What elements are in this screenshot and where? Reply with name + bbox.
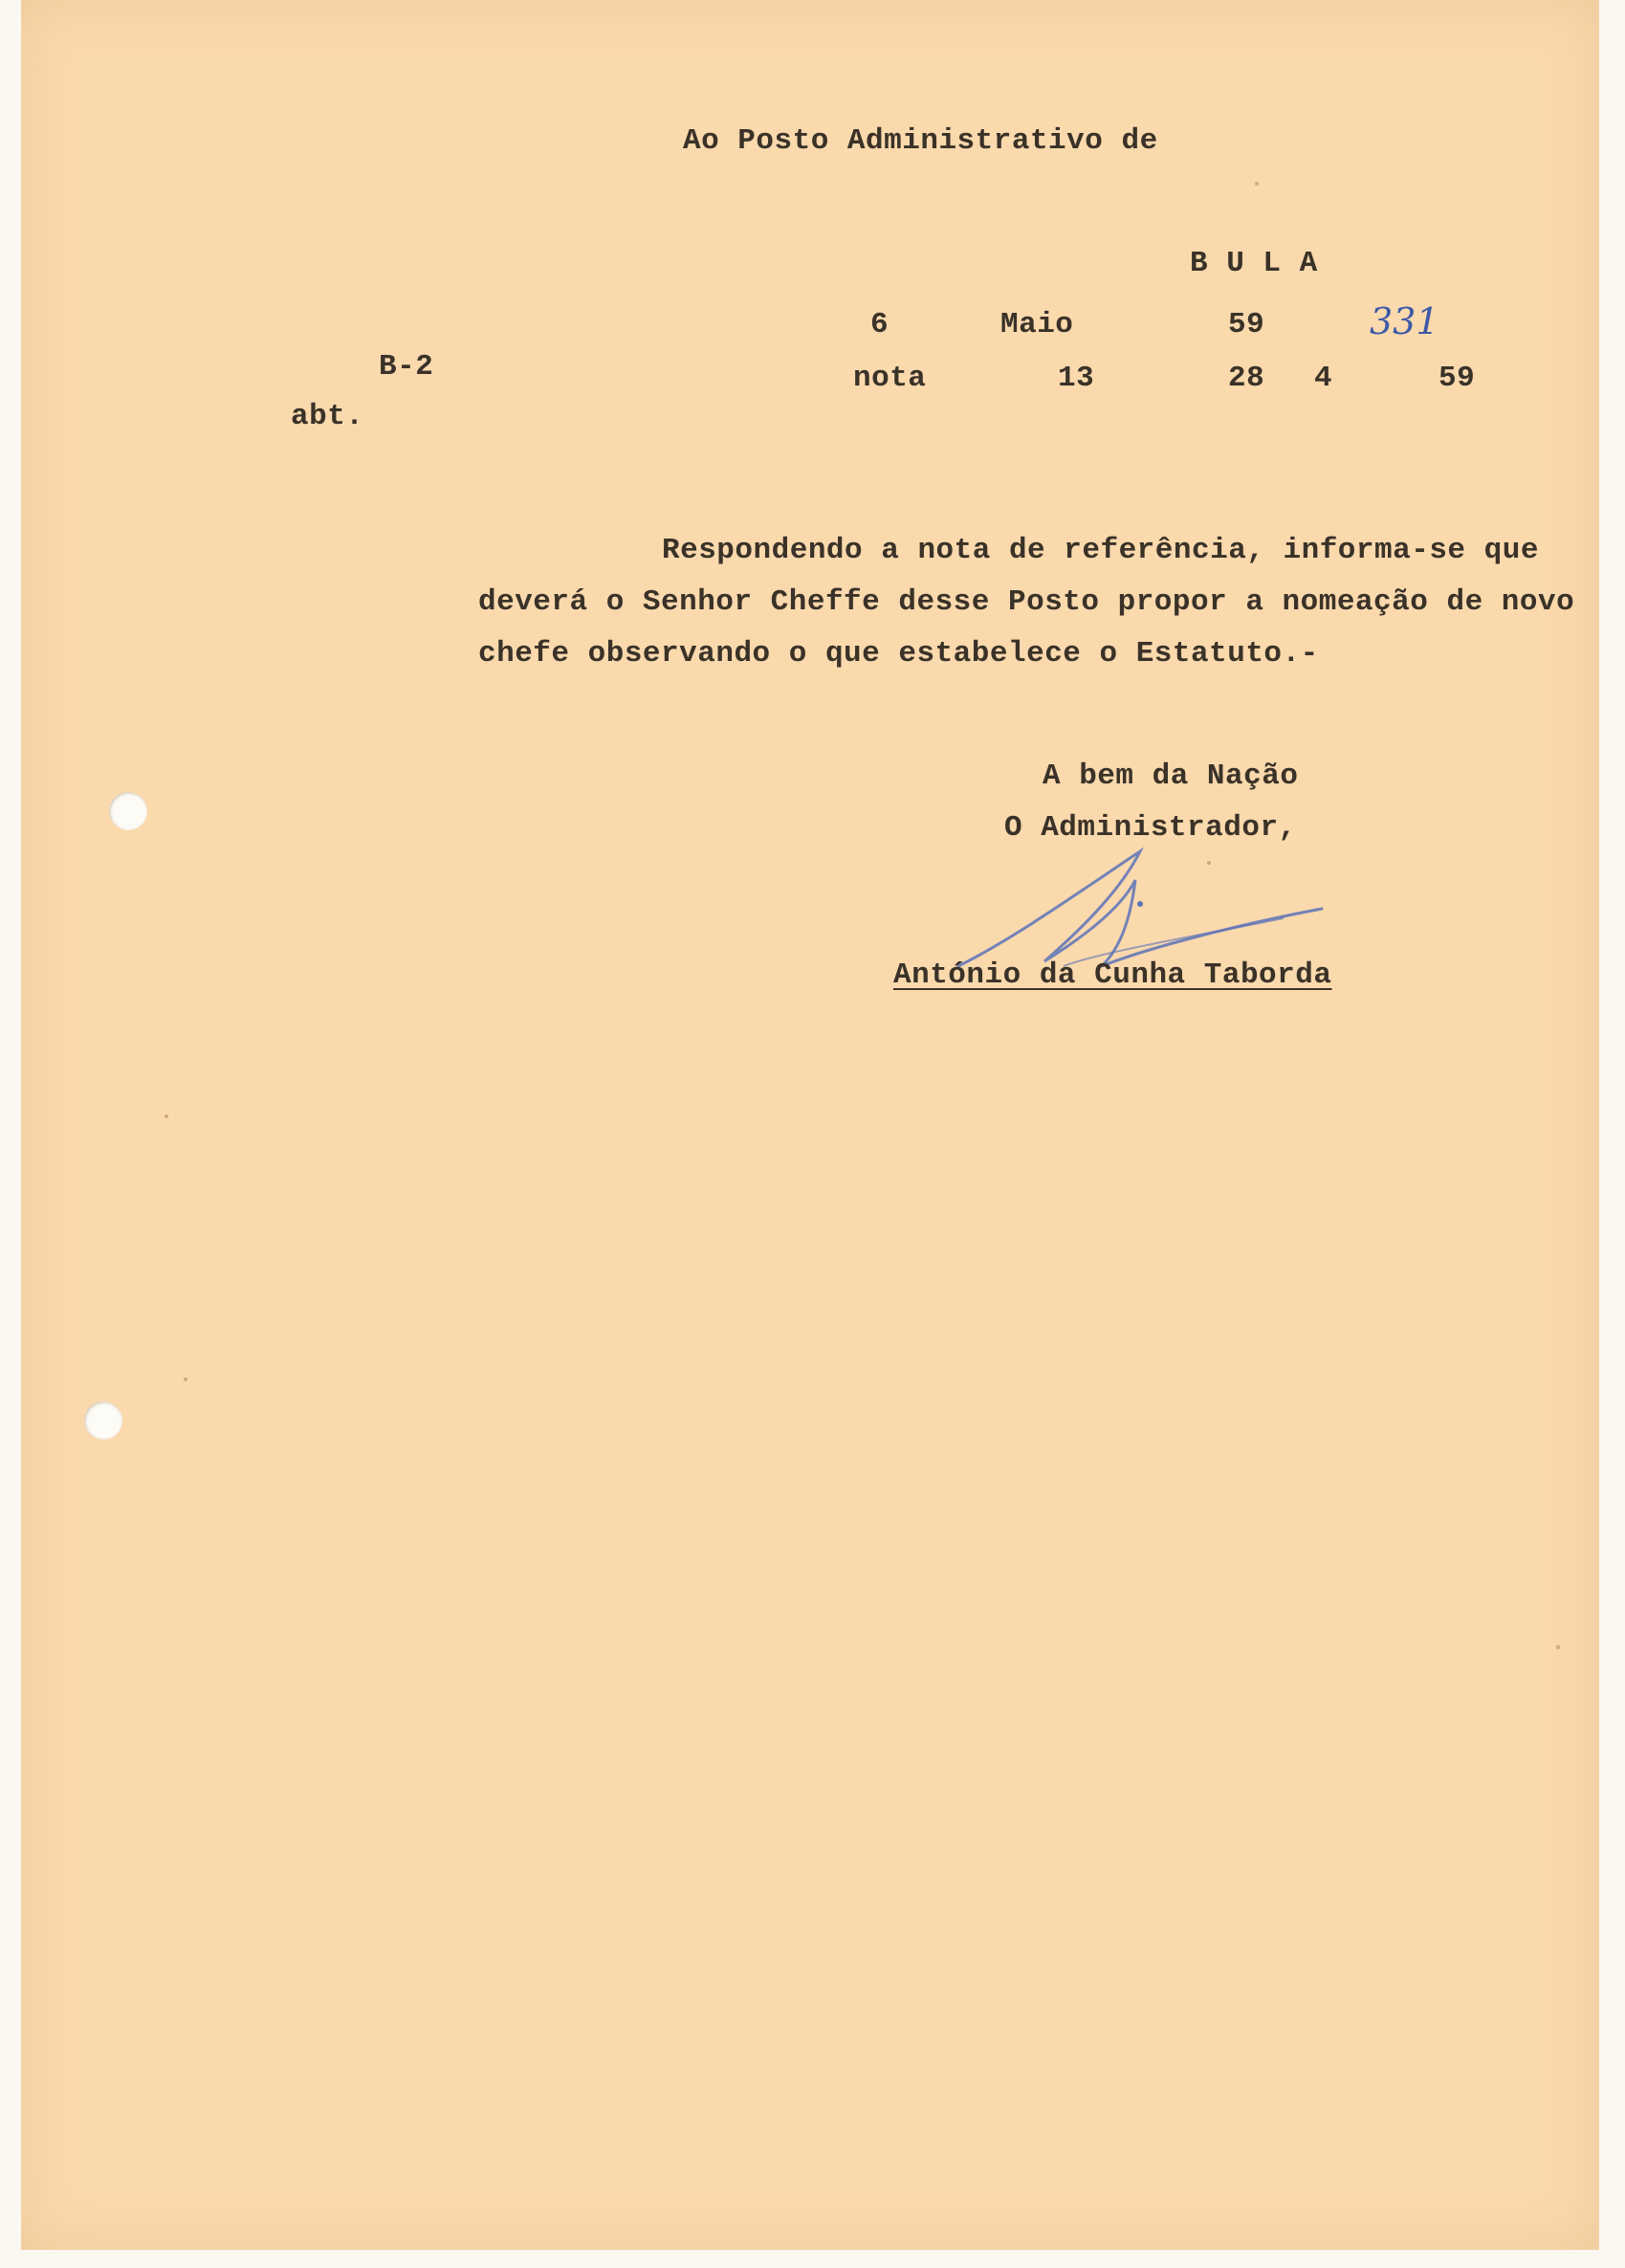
reference-code: B-2 <box>379 350 434 384</box>
nota-year: 59 <box>1438 362 1476 395</box>
reference-abbr: abt. <box>291 400 364 433</box>
nota-month: 4 <box>1314 362 1333 395</box>
paper-speck <box>1556 1645 1560 1649</box>
addressee-place: B U L A <box>1190 247 1318 280</box>
paper-speck <box>184 1377 187 1381</box>
punch-hole-top <box>109 792 147 830</box>
nota-number: 13 <box>1058 362 1095 395</box>
body-line-1: Respondendo a nota de referência, informa-se que <box>662 534 1539 567</box>
handwritten-number: 331 <box>1370 300 1439 342</box>
signatory-name: António da Cunha Taborda <box>893 958 1332 992</box>
body-line-3: chefe observando o que estabelece o Estatuto.- <box>478 637 1319 671</box>
nota-label: nota <box>853 362 927 395</box>
body-line-2: deverá o Senhor Cheffe desse Posto propor a nomeação de novo <box>478 585 1575 619</box>
date-day: 6 <box>870 308 889 341</box>
date-month: Maio <box>1000 308 1074 341</box>
addressee-line: Ao Posto Administrativo de <box>683 124 1158 158</box>
closing-title: O Administrador, <box>1004 811 1297 845</box>
document-page <box>21 0 1599 2250</box>
punch-hole-bottom <box>84 1401 122 1440</box>
paper-speck <box>165 1114 168 1118</box>
nota-day: 28 <box>1228 362 1265 395</box>
date-year: 59 <box>1228 308 1265 341</box>
paper-speck <box>1255 182 1259 186</box>
closing-salutation: A bem da Nação <box>1043 760 1299 793</box>
